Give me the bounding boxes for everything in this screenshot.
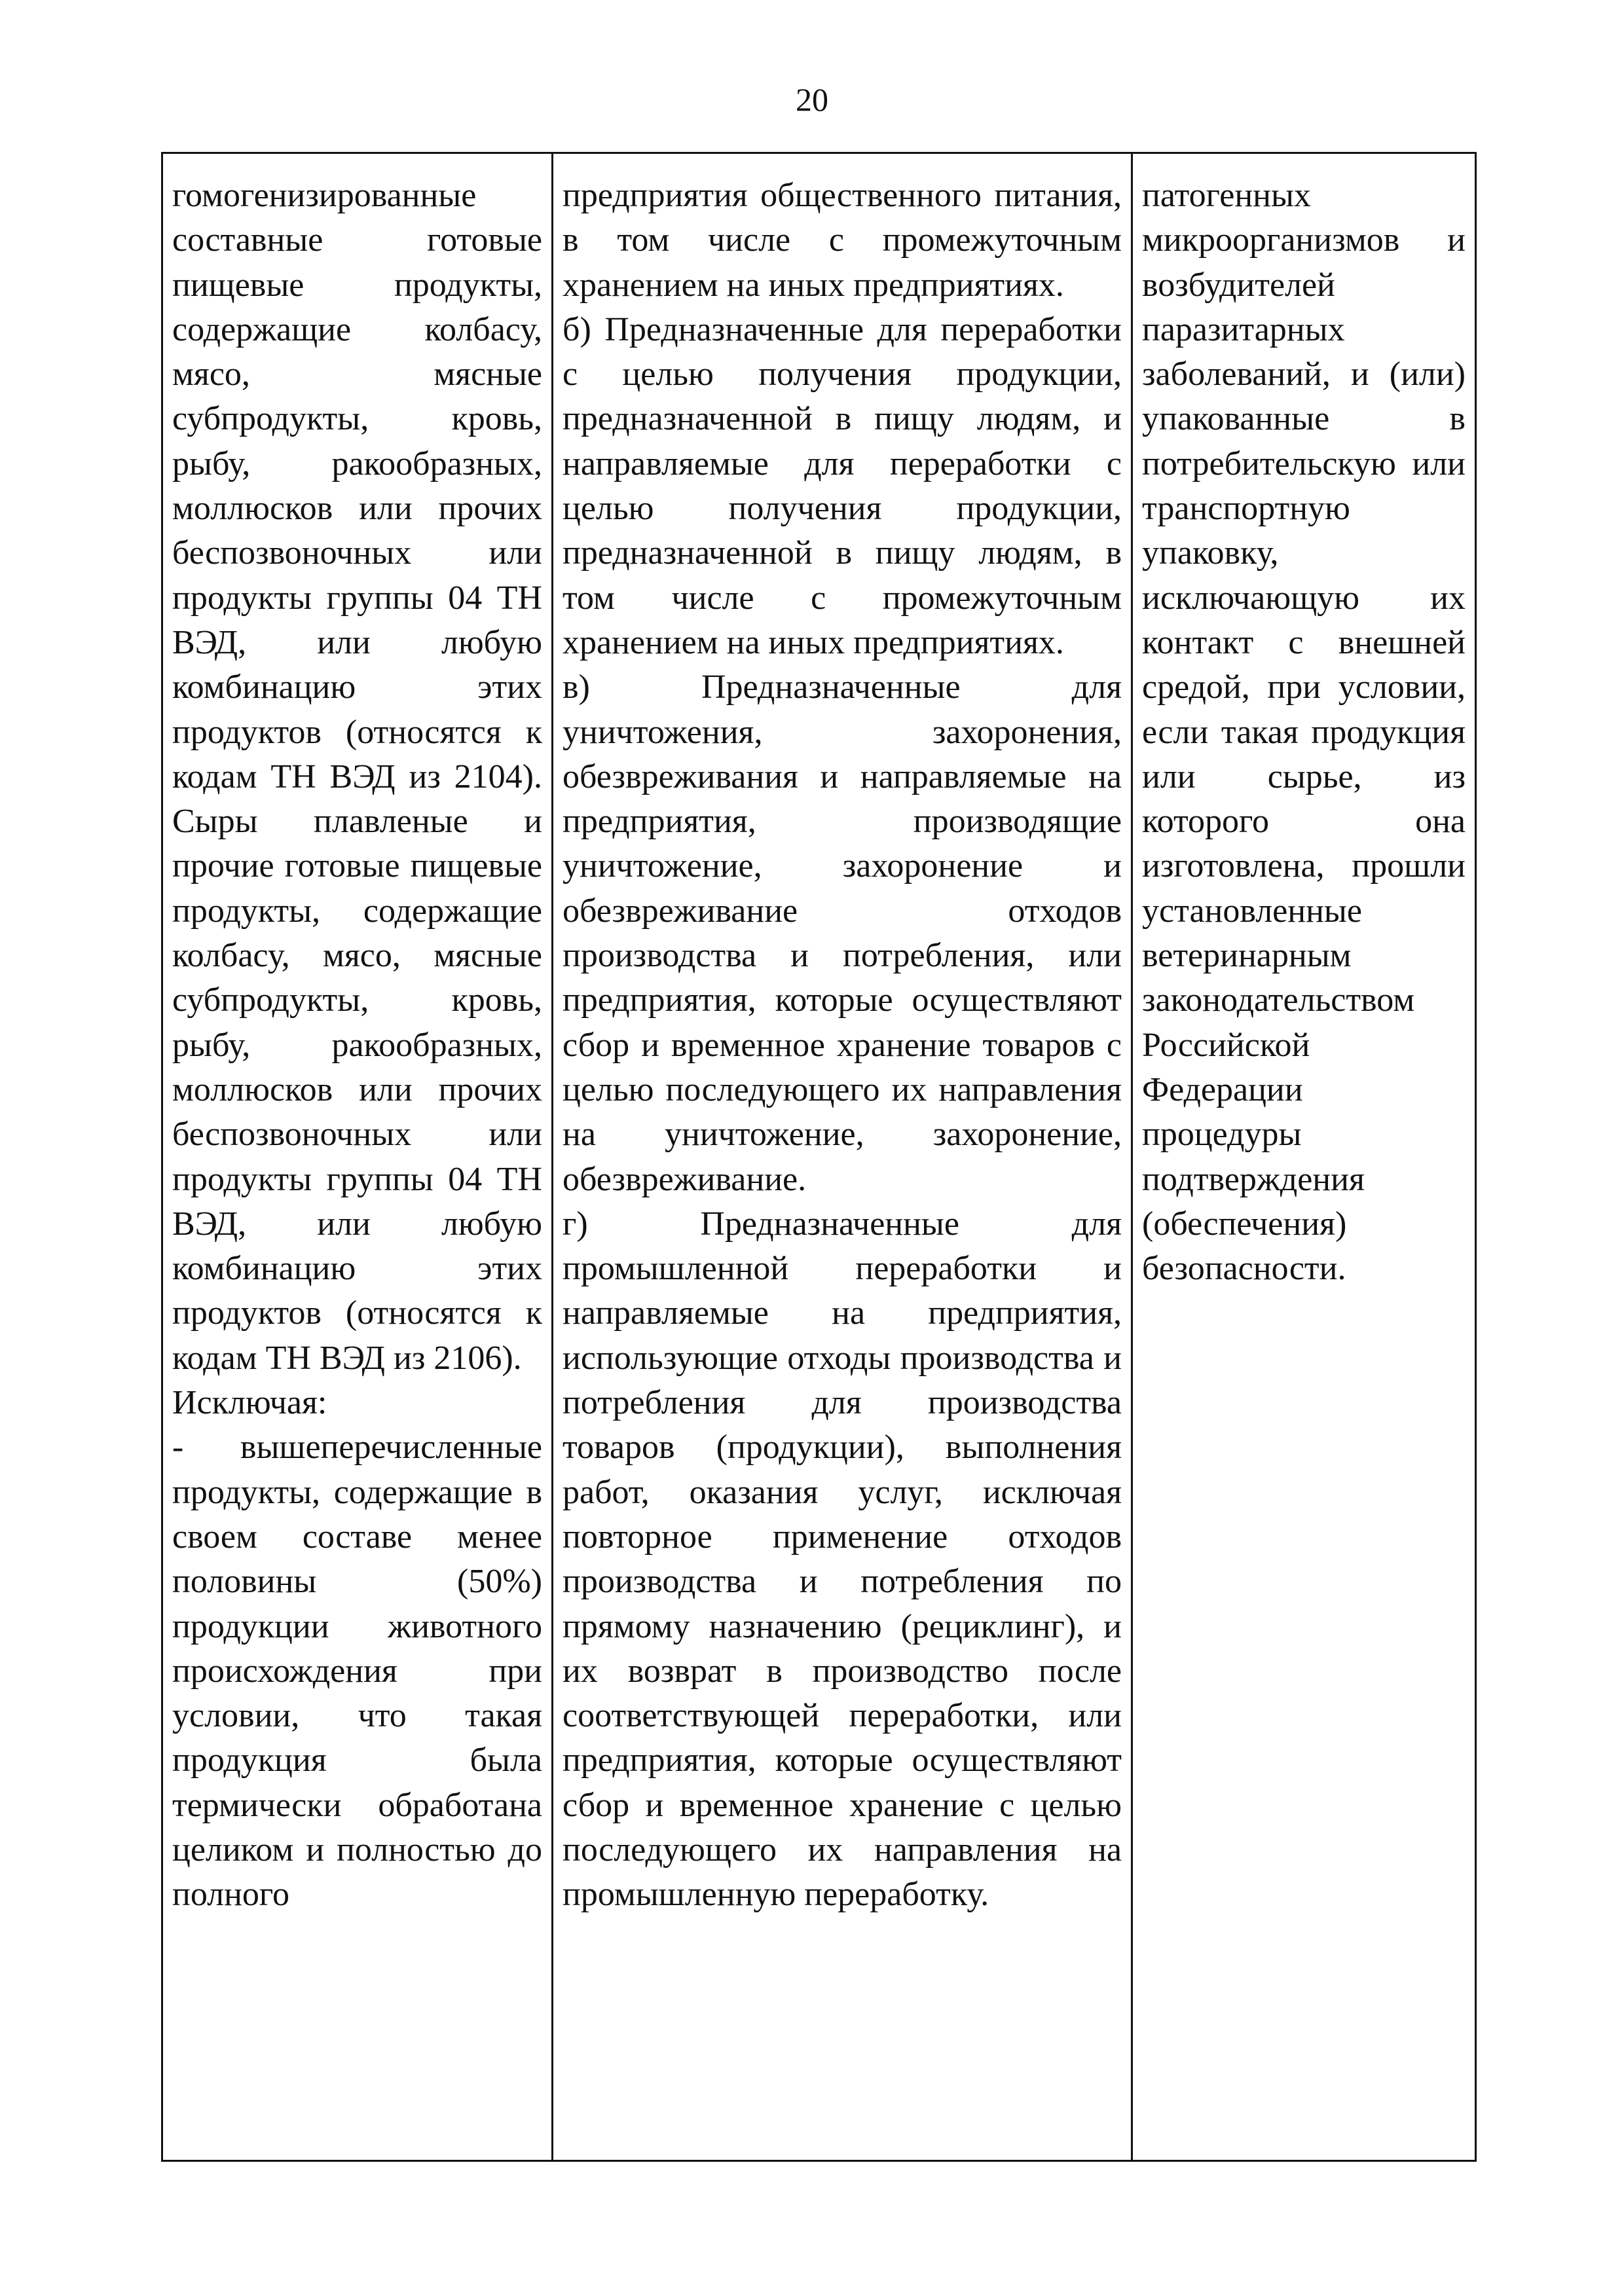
destination-item-b: б) Предназначенные для переработки с целью получения продукции, предназначенной в пищу людям, и направляемые для переработки с целью получения продукции, предназначенной в пищу людям, в том числе с промежуточным хранением на иных предприятиях. xyxy=(563,310,1122,661)
product-description-cell xyxy=(162,153,553,2161)
condition-cell xyxy=(1132,153,1476,2161)
page-number: 20 xyxy=(796,81,828,118)
destination-cell xyxy=(553,153,1132,2161)
destination-item-g: г) Предназначенные для промышленной переработки и направляемые на предприятия, использующие отходы производства и потребления для производства товаров (продукции), выполнения работ, оказания услуг, исключая повторное применение отходов производства и потребления по прямому назначению (рециклинг), и их возврат в производство после соответствующей переработки, или предприятия, которые осуществляют сбор и временное хранение с целью последующего их направления на промышленную переработку. xyxy=(563,1205,1122,1914)
table-row xyxy=(162,153,1476,2161)
exclusion-item: - вышеперечисленные продукты, содержащие в своем составе менее половины (50%) продукции животного происхождения при условии, что такая продукция была термически обработана целиком и полностью до полного xyxy=(172,1429,542,1914)
condition-text: патогенных микроорганизмов и возбудителей паразитарных заболеваний, и (или) упакованные в потребительскую или транспортную упаковку, исключающую их контакт с внешней средой, при условии, если такая продукция или сырье, из которого она изготовлена, прошли установленные ветеринарным законодательством Российской Федерации процедуры подтверждения (обеспечения) безопасности. xyxy=(1142,177,1466,1288)
destination-text-a-continued: предприятия общественного питания, в том числе с промежуточным хранением на иных предприятиях. xyxy=(563,177,1122,304)
product-description-text: гомогенизированные составные готовые пищевые продукты, содержащие колбасу, мясо, мясные субпродукты, кровь, рыбу, ракообразных, моллюсков или прочих беспозвоночных или продукты группы 04 ТН ВЭД, или любую комбинацию этих продуктов (относятся к кодам ТН ВЭД из 2104). Сыры плавленые и прочие готовые пищевые продукты, содержащие колбасу, мясо, мясные субпродукты, кровь, рыбу, ракообразных, моллюсков или прочих беспозвоночных или продукты группы 04 ТН ВЭД, или любую комбинацию этих продуктов (относятся к кодам ТН ВЭД из 2106). xyxy=(172,177,542,1377)
destination-item-v: в) Предназначенные для уничтожения, захоронения, обезвреживания и направляемые на предприятия, производящие уничтожение, захоронение и обезвреживание отходов производства и потребления, или предприятия, которые осуществляют сбор и временное хранение товаров с целью последующего их направления на уничтожение, захоронение, обезвреживание. xyxy=(563,668,1122,1198)
document-table xyxy=(161,152,1477,2162)
exclusion-heading: Исключая: xyxy=(172,1384,327,1422)
